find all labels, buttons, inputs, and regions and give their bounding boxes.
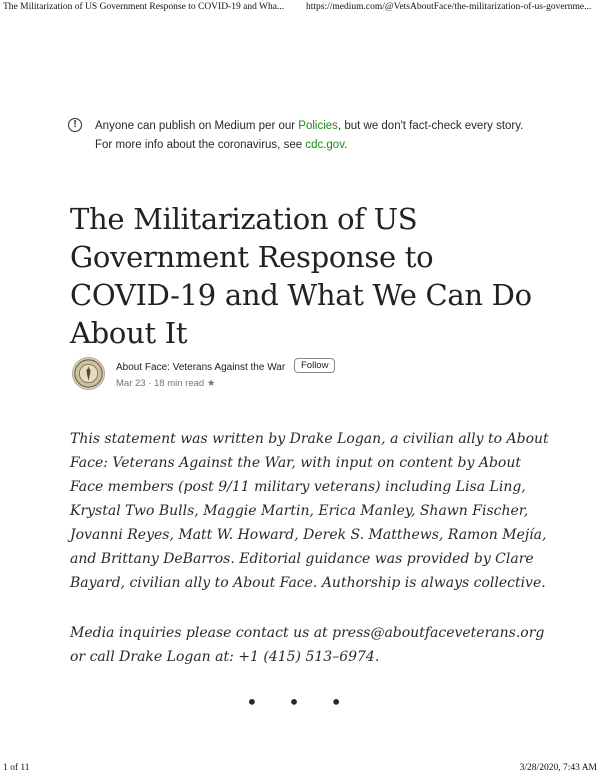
- avatar-seal-icon: [73, 358, 104, 389]
- medium-notice: [68, 117, 538, 155]
- avatar[interactable]: [72, 357, 105, 390]
- policies-link[interactable]: Policies: [298, 120, 338, 132]
- media-inquiries-paragraph: Media inquiries please contact us at press@aboutfaceveterans.org or call Drake Logan at: +1 (415) 513–6974.: [70, 625, 545, 665]
- print-header-url: https://medium.com/@VetsAboutFace/the-militarization-of-us-governme...: [306, 2, 592, 12]
- notice-text: [95, 117, 538, 155]
- page-number: 1 of 11: [3, 763, 30, 773]
- cdc-link[interactable]: cdc.gov: [305, 139, 345, 151]
- article-meta: Mar 23 · 18 min read ★: [116, 378, 216, 389]
- notice-text-before: Anyone can publish on Medium per our: [95, 120, 299, 132]
- print-footer: [0, 762, 600, 776]
- intro-paragraph: This statement was written by Drake Logan, a civilian ally to About Face: Veterans Against the War, with input on content by About Face members (post 9/11 military veterans) including Lisa Ling, Krystal Two Bulls, Maggie Martin, Erica Manley, Shawn Fischer, Jovanni Reyes, Matt W. Howard, Derek S. Matthews, Ramon Mejía, and Brittany DeBarros. Editorial guidance was provided by Clare Bayard, civilian ally to About Face. Authorship is always collective.: [70, 431, 549, 591]
- notice-text-middle: , but we don't fact-check every story. For more info about the coronavirus, see: [95, 120, 524, 151]
- print-header-title: The Militarization of US Government Response to COVID-19 and Wha...: [3, 2, 285, 12]
- print-header: [0, 0, 600, 16]
- follow-button[interactable]: Follow: [294, 358, 335, 373]
- author-name-link[interactable]: About Face: Veterans Against the War: [116, 362, 286, 373]
- article-title: The Militarization of US Government Response to COVID-19 and What We Can Do About It: [70, 202, 532, 350]
- section-separator: • • •: [245, 690, 355, 714]
- print-datetime: 3/28/2020, 7:43 AM: [519, 763, 597, 773]
- alert-circle-icon: !: [68, 118, 82, 132]
- notice-text-after: .: [344, 139, 348, 151]
